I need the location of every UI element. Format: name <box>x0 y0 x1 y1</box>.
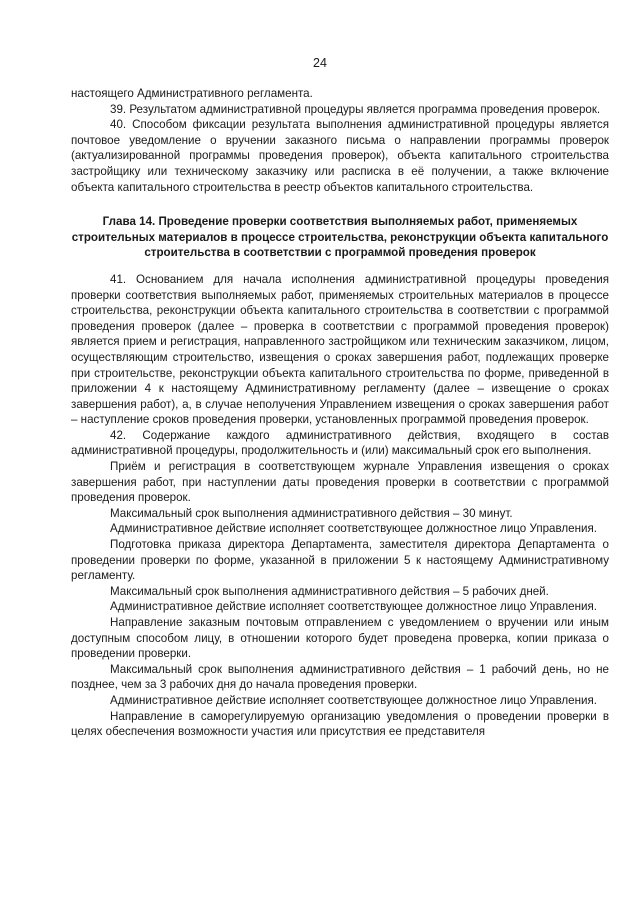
document-body <box>71 86 609 740</box>
paragraph: Максимальный срок выполнения административного действия – 1 рабочий день, но не позднее, чем за 3 рабочих дня до начала проведения проверки. <box>71 662 609 692</box>
chapter-title: Глава 14. Проведение проверки соответствия выполняемых работ, применяемых строительных материалов в процессе строительства, реконструкции объекта капитального строительства в соответствии с программой проведения проверок <box>71 215 609 260</box>
paragraph: Административное действие исполняет соответствующее должностное лицо Управления. <box>110 693 597 707</box>
paragraph: Административное действие исполняет соответствующее должностное лицо Управления. <box>110 600 597 614</box>
paragraph: Направление в саморегулируемую организацию уведомления о проведении проверки в целях обеспечения возможности участия или присутствия ее представителя <box>71 709 609 739</box>
paragraph: Приём и регистрация в соответствующем журнале Управления извещения о сроках завершения работ, при наступлении даты проведения проверки в соответствии с программой проведения проверок. <box>71 460 609 505</box>
paragraph: Направление заказным почтовым отправлением с уведомлением о вручении или иным доступным способом лицу, в отношении которого будет проведена проверка, копии приказа о проведении проверки. <box>71 616 609 661</box>
paragraph: 41. Основанием для начала исполнения административной процедуры проведения проверки соответствия выполняемых работ, применяемых строительных материалов в процессе строительства, реконструкции объекта капитального строительства в соответствии с программой проведения проверок (далее – проверка в соответствии с программой проведения проверок) является прием и регистрация, направленного застройщиком или техническим заказчиком, лицом, осуществляющим строительство, извещения о сроках завершения работ, подлежащих проверке при строительстве, реконструкции объекта капитального строительства по форме, приведенной в приложении 4 к настоящему Административному регламенту (далее – извещение о сроках завершения работ), а, в случае неполучения Управлением извещения о сроках завершения работ – наступление сроков проведения проверки, установленных программой проведения проверок. <box>71 272 609 427</box>
paragraph: 39. Результатом административной процедуры является программа проведения проверок. <box>110 102 601 116</box>
paragraph: 40. Способом фиксации результата выполнения административной процедуры является почтовое уведомление о вручении заказного письма о направлении программы проверок (актуализированной программы проведения проверок), объекта капитального строительства застройщику или техническому заказчику или расписка в её получении, а также включение объекта капитального строительства в реестр объектов капитального строительства. <box>71 118 609 194</box>
paragraph: Максимальный срок выполнения административного действия – 5 рабочих дней. <box>110 584 549 598</box>
paragraph: Подготовка приказа директора Департамента, заместителя директора Департамента о проведении проверки по форме, указанной в приложении 5 к настоящему Административному регламенту. <box>71 538 609 583</box>
paragraph: Максимальный срок выполнения административного действия – 30 минут. <box>110 506 513 520</box>
paragraph: 42. Содержание каждого административного действия, входящего в состав административной процедуры, продолжительность и (или) максимальный срок его выполнения. <box>71 428 609 458</box>
paragraph: Административное действие исполняет соответствующее должностное лицо Управления. <box>110 522 597 536</box>
paragraph: настоящего Административного регламента. <box>71 87 313 100</box>
page-number: 24 <box>313 56 327 70</box>
